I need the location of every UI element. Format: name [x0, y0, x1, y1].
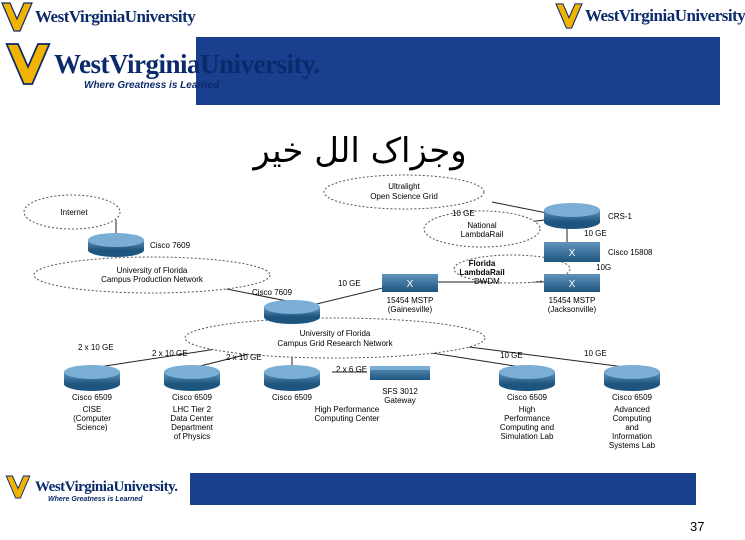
label-acis-3: and	[625, 423, 639, 432]
label-mstp-gnv-1: 15454 MSTP	[386, 296, 434, 305]
label-acis-4: Information	[611, 432, 653, 441]
label-cisco7609-top: Cisco 7609	[150, 241, 191, 250]
wv-flying-logo-icon	[4, 476, 32, 498]
link-label-2x10ge-a: 2 x 10 GE	[78, 343, 114, 352]
router-crs1	[544, 203, 600, 229]
label-hpcsl-3: Computing and	[499, 423, 555, 432]
link-label-10ge-e: 10 GE	[584, 349, 607, 358]
wvu-footer-logo	[4, 476, 178, 503]
wvu-main-logo	[6, 44, 320, 91]
label-lhc-1: LHC Tier 2	[172, 405, 212, 414]
label-acis-0: Cisco 6509	[611, 393, 653, 402]
switch-x-icon: X	[406, 279, 414, 290]
cloud-flr-line2: LambdaRail	[459, 268, 505, 277]
wv-flying-logo-icon	[556, 3, 582, 29]
wvu-logo-top-left	[2, 3, 195, 31]
label-lhc-2: Data Center	[170, 414, 214, 423]
switch-cisco15808	[544, 242, 600, 262]
cloud-nlr-line2: LambdaRail	[460, 230, 504, 239]
label-hpcsl-4: Simulation Lab	[500, 432, 554, 441]
cloud-campus-prod-line1: University of Florida	[116, 266, 188, 275]
cloud-campus-grid	[185, 318, 485, 358]
wvu-tagline: Where Greatness is Learned	[84, 80, 220, 91]
label-sfs-1: Gateway	[384, 396, 416, 405]
label-acis-5: Systems Lab	[608, 441, 656, 450]
label-hpcsl-2: Performance	[504, 414, 550, 423]
label-cise-0: Cisco 6509	[71, 393, 113, 402]
link-label-10ge-crs: 10 GE	[584, 229, 607, 238]
router-acis	[604, 365, 660, 391]
switch-x-icon: X	[568, 248, 576, 259]
wvu-wordmark: WestVirginiaUniversity.	[54, 48, 320, 79]
wvu-wordmark: WestVirginiaUniversity	[35, 7, 196, 26]
cloud-campus-grid-line1: University of Florida	[299, 329, 371, 338]
label-lhc-0: Cisco 6509	[171, 393, 213, 402]
wvu-logo-top-right	[556, 3, 745, 29]
router-hpc	[264, 365, 320, 391]
label-sfs-0: SFS 3012	[382, 387, 418, 396]
link-label-dwdm: DWDM	[474, 277, 500, 286]
router-hpcsl	[499, 365, 555, 391]
label-hpc-2: Computing Center	[314, 414, 380, 423]
label-crs1: CRS-1	[608, 212, 633, 221]
wv-flying-logo-icon	[2, 3, 32, 31]
label-hpc-1: High Performance	[314, 405, 380, 414]
cloud-campus-prod-line2: Campus Production Network	[101, 275, 203, 284]
page-number: 37	[690, 519, 705, 534]
router-cisco7609-mid	[264, 300, 320, 324]
switch-x-icon: X	[568, 279, 576, 290]
wvu-wordmark: WestVirginiaUniversity.	[35, 478, 178, 495]
label-cisco7609-mid: Cisco 7609	[252, 288, 293, 297]
label-mstp-jax-1: 15454 MSTP	[548, 296, 596, 305]
router-cisco7609-top	[88, 233, 144, 257]
cloud-ultralight-line1: Ultralight	[388, 182, 420, 191]
wv-flying-logo-icon	[6, 44, 50, 84]
label-cisco15808: Cisco 15808	[608, 248, 653, 257]
switch-mstp-gainesville	[382, 274, 438, 292]
network-diagram	[12, 172, 698, 457]
link-label-2x6ge: 2 x 6 GE	[336, 365, 368, 374]
label-cise-2: (Computer	[73, 414, 111, 423]
label-cise-3: Science)	[76, 423, 108, 432]
link-label-2x10ge-b: 2 x 10 GE	[152, 349, 188, 358]
wvu-wordmark: WestVirginiaUniversity	[585, 6, 745, 25]
label-lhc-4: of Physics	[173, 432, 211, 441]
wvu-tagline: Where Greatness is Learned	[48, 496, 143, 503]
switch-sfs3012	[370, 366, 430, 380]
label-mstp-gnv-2: (Gainesville)	[387, 305, 433, 314]
label-lhc-3: Department	[171, 423, 213, 432]
label-acis-2: Computing	[612, 414, 652, 423]
cloud-nlr-line1: National	[467, 221, 497, 230]
link-label-10ge-d: 10 GE	[500, 351, 523, 360]
link-label-10ge-ultralight: 10 GE	[452, 209, 475, 218]
label-hpcsl-0: Cisco 6509	[506, 393, 548, 402]
link-label-10ge-7609: 10 GE	[338, 279, 361, 288]
slide-title: وجزاک الل خیر	[253, 131, 467, 171]
cloud-flr-line1: Florida	[468, 259, 496, 268]
cloud-campus-grid-line2: Campus Grid Research Network	[277, 339, 393, 348]
router-cise	[64, 365, 120, 391]
label-cise-1: CISE	[82, 405, 102, 414]
switch-mstp-jacksonville	[544, 274, 600, 292]
label-acis-1: Advanced	[614, 405, 650, 414]
label-hpc-0: Cisco 6509	[271, 393, 313, 402]
label-hpcsl-1: High	[518, 405, 536, 414]
label-mstp-jax-2: (Jacksonville)	[547, 305, 597, 314]
router-lhc	[164, 365, 220, 391]
cloud-ultralight-line2: Open Science Grid	[370, 192, 438, 201]
link-label-10g: 10G	[596, 263, 612, 272]
cloud-internet-label: Internet	[60, 208, 88, 217]
link-label-2x10ge-c: 2 x 10 GE	[226, 353, 262, 362]
